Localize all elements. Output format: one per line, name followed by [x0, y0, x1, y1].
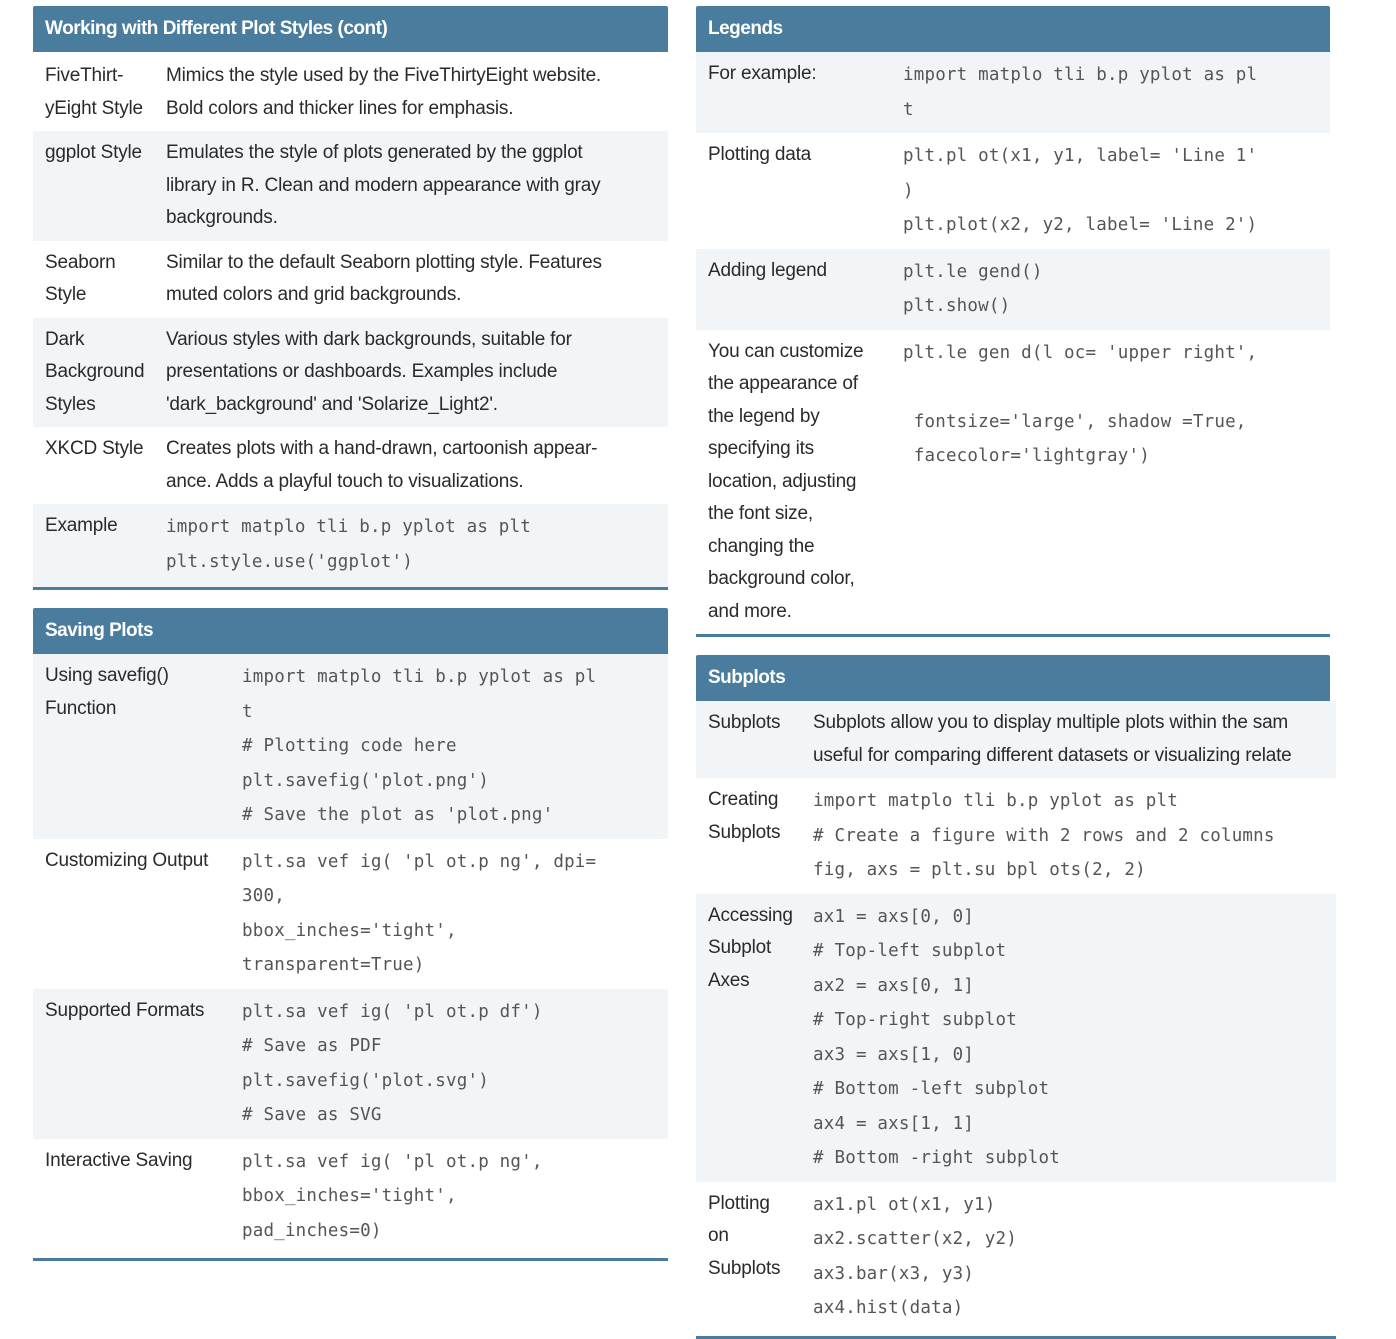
row-key: XKCD Style: [45, 438, 144, 459]
row-key: Accessing Subplot Axes: [708, 904, 793, 991]
table-row: [33, 839, 668, 989]
table-row: [696, 52, 1330, 133]
row-key: Example: [45, 515, 118, 536]
table-row: [33, 504, 668, 587]
table-row: [696, 1182, 1336, 1336]
code-snippet: ax1 = axs[0, 0] # Top-left subplot ax2 = axs[0, 1] # Top-right subplot ax3 = axs[1, 0] # Bottom -left subplot ax4 = axs[1, 1] # Bottom -right subplot: [813, 906, 1060, 1168]
table-row: [696, 778, 1336, 894]
code-snippet: import matplo tli b.p yplot as pl t: [903, 65, 1258, 120]
row-key: Plotting data: [708, 144, 812, 165]
row-key: Using savefig() Function: [45, 665, 169, 719]
table-row: [33, 1139, 668, 1259]
code-snippet: plt.sa vef ig( 'pl ot.p df') # Save as PDF plt.savefig('plot.svg') # Save as SVG: [242, 1001, 543, 1125]
code-snippet: plt.sa vef ig( 'pl ot.p ng', bbox_inches='tight', pad_inches=0): [242, 1151, 543, 1241]
row-key: Subplots: [708, 712, 781, 733]
section-title: Legends: [696, 6, 1330, 52]
row-key: Plotting on Subplots: [708, 1192, 781, 1279]
section-title: Subplots: [696, 655, 1330, 701]
legends-section: [696, 6, 1330, 637]
code-snippet: import matplo tli b.p yplot as plt # Create a figure with 2 rows and 2 columns fig, axs = plt.su bpl ots(2, 2): [813, 791, 1275, 880]
table-row: [33, 318, 668, 428]
row-key: Seaborn Style: [45, 251, 116, 305]
subplots-section: [696, 655, 1336, 1339]
plot-styles-section: [33, 6, 668, 590]
table-row: [33, 52, 668, 131]
row-key: You can customize the appearance of the legend by specifying its location, adjusting the font size, changing the background color, and more.: [708, 340, 864, 622]
table-row: [33, 989, 668, 1139]
code-snippet: import matplo tli b.p yplot as plt plt.style.use('ggplot'): [166, 517, 532, 572]
table-row: [696, 133, 1330, 249]
saving-plots-section: [33, 608, 668, 1261]
table-row: [696, 249, 1330, 330]
code-snippet: plt.le gend() plt.show(): [903, 261, 1043, 316]
code-snippet: plt.pl ot(x1, y1, label= 'Line 1' ) plt.plot(x2, y2, label= 'Line 2'): [903, 146, 1258, 235]
table-row: [696, 330, 1330, 635]
table-row: [33, 241, 668, 318]
row-key: FiveThirt- yEight Style: [45, 65, 143, 119]
row-value: Various styles with dark backgrounds, suitable for presentations or dashboards. Examples include 'dark_background' and 'Solarize_Light2'.: [166, 328, 572, 415]
row-key: Creating Subplots: [708, 789, 781, 843]
table-row: [33, 427, 668, 504]
row-value: Emulates the style of plots generated by the ggplot library in R. Clean and modern appearance with gray backgrounds.: [166, 142, 601, 228]
table-row: [696, 701, 1336, 778]
row-value: Similar to the default Seaborn plotting style. Features muted colors and grid backgrounds.: [166, 251, 602, 305]
row-key: Customizing Output: [45, 849, 209, 871]
row-key: Supported Formats: [45, 999, 205, 1021]
row-value: Subplots allow you to display multiple plots within the sam useful for comparing different datasets or visualizing relate: [813, 712, 1292, 766]
row-key: Dark Background Styles: [45, 328, 145, 415]
row-key: Adding legend: [708, 259, 827, 281]
row-value: Mimics the style used by the FiveThirtyEight website. Bold colors and thicker lines for emphasis.: [166, 65, 602, 119]
row-key: Interactive Saving: [45, 1149, 193, 1171]
row-value: Creates plots with a hand-drawn, cartoonish appear- ance. Adds a playful touch to visualizations.: [166, 438, 598, 492]
code-snippet: import matplo tli b.p yplot as pl t # Plotting code here plt.savefig('plot.png') # Save the plot as 'plot.png': [242, 667, 597, 825]
table-row: [33, 131, 668, 241]
code-snippet: plt.le gen d(l oc= 'upper right', fontsize='large', shadow =True, facecolor='lightgray'): [903, 342, 1258, 466]
row-key: For example:: [708, 63, 817, 84]
row-key: ggplot Style: [45, 142, 142, 163]
code-snippet: plt.sa vef ig( 'pl ot.p ng', dpi= 300, bbox_inches='tight', transparent=True): [242, 851, 597, 975]
section-title: Saving Plots: [33, 608, 668, 654]
table-row: [696, 894, 1336, 1182]
code-snippet: ax1.pl ot(x1, y1) ax2.scatter(x2, y2) ax3.bar(x3, y3) ax4.hist(data): [813, 1194, 1017, 1318]
section-title: Working with Different Plot Styles (cont): [33, 6, 668, 52]
table-row: [33, 654, 668, 839]
